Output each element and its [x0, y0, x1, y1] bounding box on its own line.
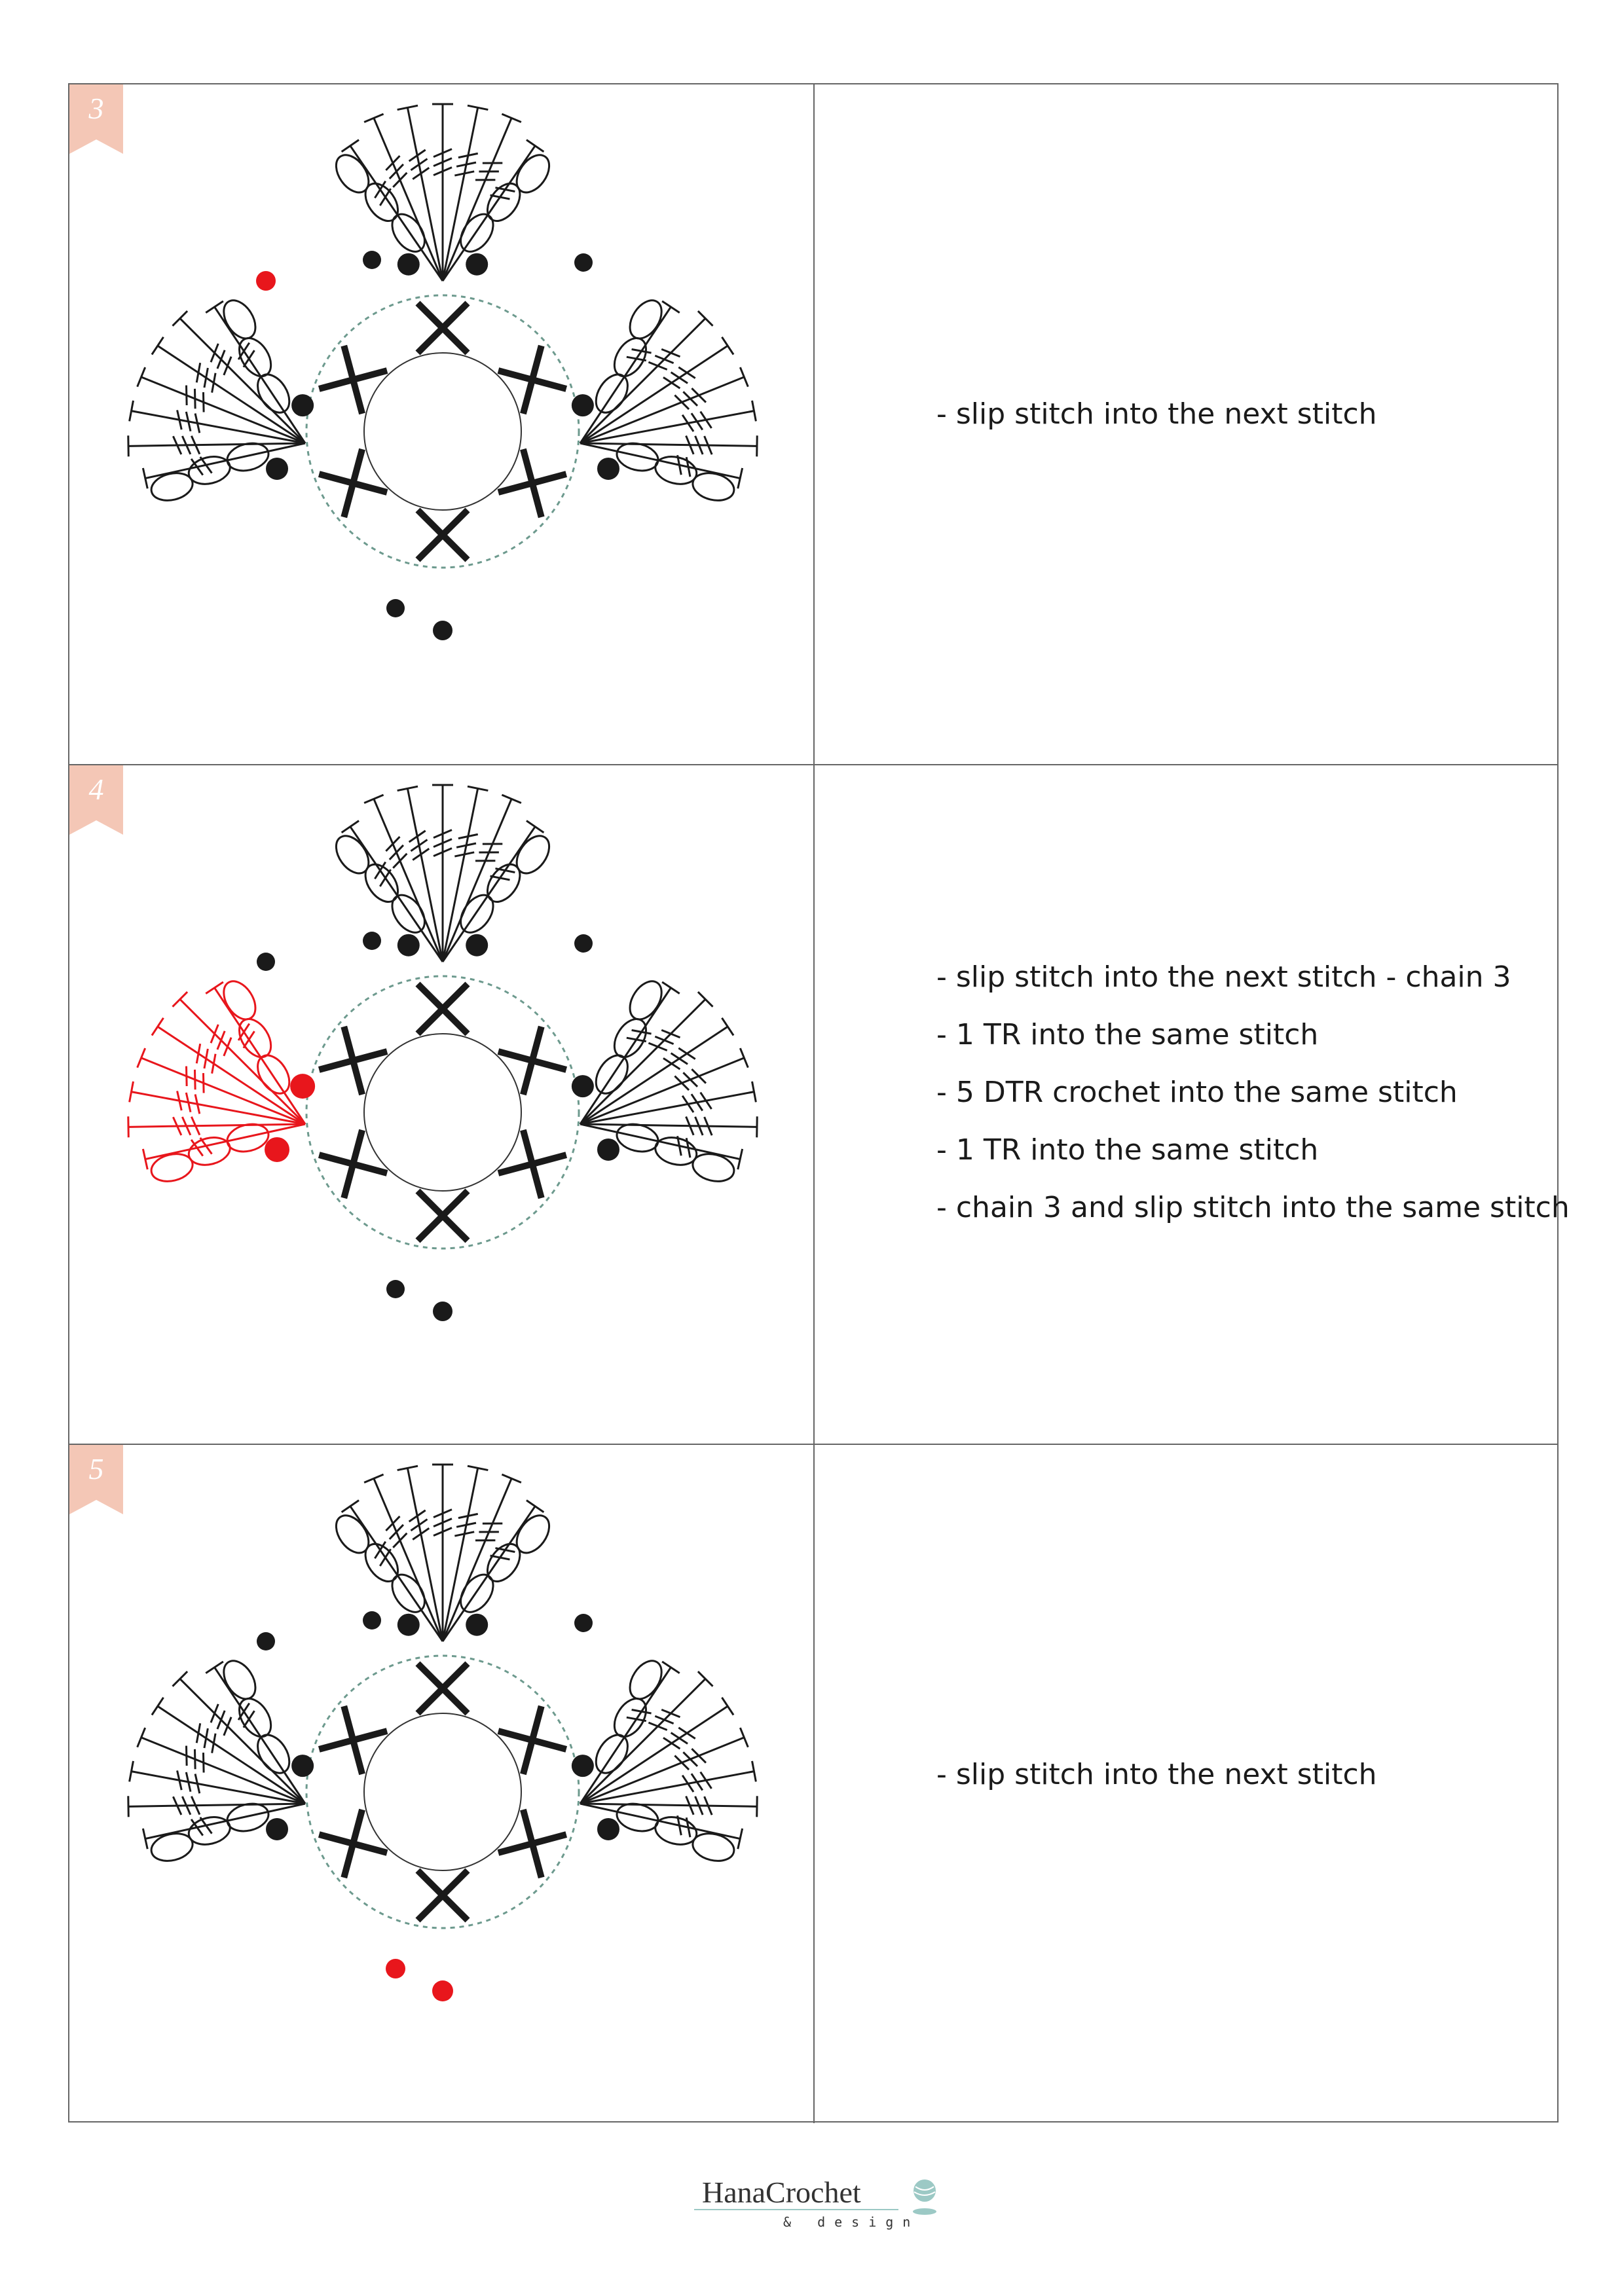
treble-stitch-cap	[138, 1048, 145, 1068]
small-slip-dot	[574, 934, 593, 953]
small-slip-dot	[363, 1611, 381, 1630]
treble-stitch-cap	[502, 1474, 521, 1482]
treble-stitch-cap	[342, 140, 359, 152]
stitch-crossbar	[203, 392, 204, 412]
instruction-line: - slip stitch into the next stitch - chain 3	[936, 960, 1511, 994]
chain-stitch-oval	[481, 1538, 526, 1587]
stitch-crossbar	[674, 1756, 689, 1770]
chain-stitch-oval	[454, 1569, 500, 1618]
stitch-crossbar	[203, 1073, 204, 1093]
stitch-crossbar	[390, 845, 403, 860]
chain-stitch-oval	[623, 1655, 668, 1704]
treble-stitch-cap	[364, 1474, 383, 1482]
stitch-crossbar	[224, 357, 231, 375]
treble-stitch-cap	[206, 1662, 223, 1673]
treble-stitch	[580, 377, 744, 443]
stitch-crossbar	[393, 1533, 407, 1548]
chain-stitch-oval	[481, 177, 526, 227]
step-row-3	[69, 84, 1557, 764]
stitch-crossbar	[674, 395, 689, 409]
treble-stitch-cap	[152, 1698, 164, 1715]
instruction-cell	[815, 84, 1557, 764]
slip-stitch-dot	[597, 1139, 619, 1161]
small-slip-dot	[257, 953, 275, 971]
stitch-crossbar	[386, 1516, 399, 1531]
slip-stitch-dot	[397, 253, 420, 276]
stitch-crossbar	[683, 392, 697, 405]
stitch-crossbar	[217, 1711, 225, 1729]
stitch-crossbar	[194, 1070, 195, 1089]
chain-stitch-oval	[386, 1569, 432, 1618]
magic-ring	[364, 1713, 521, 1870]
stitch-crossbar	[194, 1749, 195, 1769]
treble-stitch	[580, 443, 757, 446]
stitch-crossbar	[648, 362, 667, 369]
slip-stitch-dot	[466, 934, 488, 957]
bottom-slip-dot	[433, 621, 452, 640]
stitch-crossbar	[683, 1072, 697, 1086]
stitch-crossbar	[224, 1717, 231, 1736]
stitch-crossbar	[655, 1036, 673, 1044]
small-slip-dot	[574, 1614, 593, 1632]
slip-stitch-dot	[290, 1074, 315, 1099]
treble-stitch-cap	[722, 1698, 733, 1715]
slip-stitch-dot	[397, 1614, 420, 1636]
treble-stitch-cap	[152, 1018, 164, 1036]
treble-stitch-cap	[526, 1501, 544, 1512]
small-slip-dot	[363, 251, 381, 269]
chain-stitch-oval	[454, 889, 500, 938]
step-number: 3	[88, 92, 104, 125]
treble-stitch-cap	[364, 114, 383, 122]
small-slip-dot	[363, 932, 381, 950]
chain-stitch-oval	[217, 295, 262, 344]
stitch-crossbar	[386, 837, 399, 851]
chain-stitch-oval	[386, 208, 432, 257]
stitch-crossbar	[211, 1025, 218, 1043]
instruction-list	[936, 1746, 1377, 1804]
step-number: 4	[88, 773, 104, 806]
stitch-crossbar	[203, 1753, 204, 1772]
slip-stitch-dot	[397, 934, 420, 957]
treble-stitch-cap	[128, 435, 129, 456]
stitch-crossbar	[674, 1076, 689, 1090]
stitch-crossbar	[692, 388, 706, 402]
diagram-cell	[69, 765, 815, 1444]
treble-stitch-cap	[740, 367, 748, 387]
brand-underline	[694, 2209, 898, 2210]
treble-stitch-cap	[342, 1501, 359, 1512]
round-guide-ring	[306, 295, 579, 568]
stitch-crossbar	[661, 349, 680, 356]
treble-stitch-cap	[152, 337, 164, 355]
instruction-line: - 5 DTR crochet into the same stitch	[936, 1076, 1458, 1109]
chain-stitch-oval	[623, 295, 668, 344]
stitch-crossbar	[224, 1038, 231, 1056]
treble-stitch	[128, 443, 305, 446]
diagram-cell	[69, 1445, 815, 2123]
chain-stitch-oval	[386, 889, 432, 938]
brand-subtitle: & design	[783, 2214, 920, 2230]
slip-stitch-dot	[266, 1818, 288, 1840]
treble-stitch-cap	[662, 982, 680, 994]
slip-stitch-dot	[597, 1818, 619, 1840]
crochet-diagram	[69, 765, 813, 1444]
crochet-diagram	[69, 1445, 813, 2123]
instruction-line: - slip stitch into the next stitch	[936, 397, 1377, 431]
treble-stitch	[580, 1804, 757, 1806]
stitch-crossbar	[661, 1030, 680, 1037]
small-slip-dot	[386, 599, 405, 617]
stitch-crossbar	[692, 1749, 706, 1762]
instruction-cell	[815, 765, 1570, 1444]
stitch-crossbar	[211, 344, 218, 362]
treble-stitch	[141, 1738, 305, 1804]
stitch-crossbar	[655, 1716, 673, 1723]
stitch-crossbar	[211, 1704, 218, 1722]
treble-stitch	[580, 1738, 744, 1804]
chain-stitch-oval	[623, 975, 668, 1025]
treble-stitch-cap	[757, 1796, 758, 1817]
small-slip-dot	[386, 1959, 405, 1978]
treble-stitch	[141, 377, 305, 443]
chain-stitch-oval	[217, 1655, 262, 1704]
diagram-cell	[69, 84, 815, 764]
stitch-crossbar	[217, 1031, 225, 1049]
slip-stitch-dot	[572, 394, 594, 416]
treble-stitch-cap	[662, 301, 680, 313]
small-slip-dot	[257, 1632, 275, 1650]
treble-stitch-cap	[757, 1116, 758, 1137]
treble-stitch	[580, 1124, 757, 1127]
bottom-slip-dot	[432, 1980, 453, 2001]
treble-stitch-cap	[662, 1662, 680, 1673]
treble-stitch-cap	[757, 435, 758, 456]
instruction-list	[936, 949, 1570, 1237]
treble-stitch	[128, 1124, 305, 1127]
treble-stitch	[580, 1058, 744, 1124]
treble-stitch-cap	[740, 1048, 748, 1068]
treble-stitch-cap	[502, 795, 521, 803]
slip-stitch-dot	[597, 458, 619, 480]
treble-stitch-cap	[342, 821, 359, 833]
stitch-crossbar	[648, 1043, 667, 1050]
brand-name: HanaCrochet	[702, 2176, 861, 2209]
stitch-crossbar	[393, 854, 407, 868]
stitch-crossbar	[393, 173, 407, 187]
treble-stitch-cap	[128, 1116, 129, 1137]
instruction-line: - 1 TR into the same stitch	[936, 1018, 1319, 1051]
treble-stitch-cap	[526, 821, 544, 833]
treble-stitch	[128, 1804, 305, 1806]
treble-stitch-cap	[128, 1796, 129, 1817]
slip-stitch-dot	[572, 1755, 594, 1777]
instruction-line: - slip stitch into the next stitch	[936, 1758, 1377, 1791]
chain-stitch-oval	[481, 858, 526, 907]
round-guide-ring	[306, 976, 579, 1248]
small-slip-dot	[386, 1280, 405, 1298]
bottom-slip-dot	[433, 1302, 452, 1321]
step-row-4	[69, 764, 1570, 1444]
magic-ring	[364, 353, 521, 510]
stitch-crossbar	[692, 1069, 706, 1083]
stitch-crossbar	[390, 1525, 403, 1539]
instruction-list	[936, 386, 1377, 443]
crochet-diagram	[69, 84, 813, 763]
stitch-crossbar	[217, 350, 225, 369]
slip-stitch-dot	[466, 253, 488, 276]
yarn-ball-icon	[910, 2178, 939, 2219]
small-slip-dot	[574, 253, 593, 272]
magic-ring	[364, 1034, 521, 1191]
chain-stitch-oval	[454, 208, 500, 257]
instruction-line: - chain 3 and slip stitch into the same stitch	[936, 1191, 1570, 1224]
treble-stitch-cap	[138, 1728, 145, 1747]
small-slip-dot	[256, 271, 276, 291]
stitch-crossbar	[390, 164, 403, 179]
instruction-line: - 1 TR into the same stitch	[936, 1133, 1319, 1167]
steps-table	[68, 83, 1570, 2123]
round-guide-ring	[306, 1656, 579, 1928]
slip-stitch-dot	[265, 1137, 289, 1162]
treble-stitch-cap	[364, 795, 383, 803]
slip-stitch-dot	[266, 458, 288, 480]
treble-stitch-cap	[206, 982, 223, 994]
stitch-crossbar	[386, 156, 399, 170]
slip-stitch-dot	[291, 1755, 314, 1777]
treble-stitch-cap	[722, 337, 733, 355]
slip-stitch-dot	[572, 1075, 594, 1097]
slip-stitch-dot	[291, 394, 314, 416]
slip-stitch-dot	[466, 1614, 488, 1636]
treble-stitch	[141, 1058, 305, 1124]
stitch-crossbar	[655, 355, 673, 363]
stitch-crossbar	[194, 389, 195, 409]
instruction-cell	[815, 1445, 1557, 2123]
treble-stitch-cap	[740, 1728, 748, 1747]
treble-stitch-cap	[138, 367, 145, 387]
treble-stitch-cap	[722, 1018, 733, 1036]
step-row-5	[69, 1444, 1557, 2123]
step-number: 5	[88, 1452, 104, 1485]
stitch-crossbar	[683, 1752, 697, 1766]
treble-stitch-cap	[206, 301, 223, 313]
treble-stitch-cap	[526, 140, 544, 152]
stitch-crossbar	[661, 1709, 680, 1717]
treble-stitch-cap	[502, 114, 521, 122]
stitch-crossbar	[648, 1722, 667, 1730]
chain-stitch-oval	[217, 975, 262, 1025]
footer	[0, 2160, 1624, 2239]
